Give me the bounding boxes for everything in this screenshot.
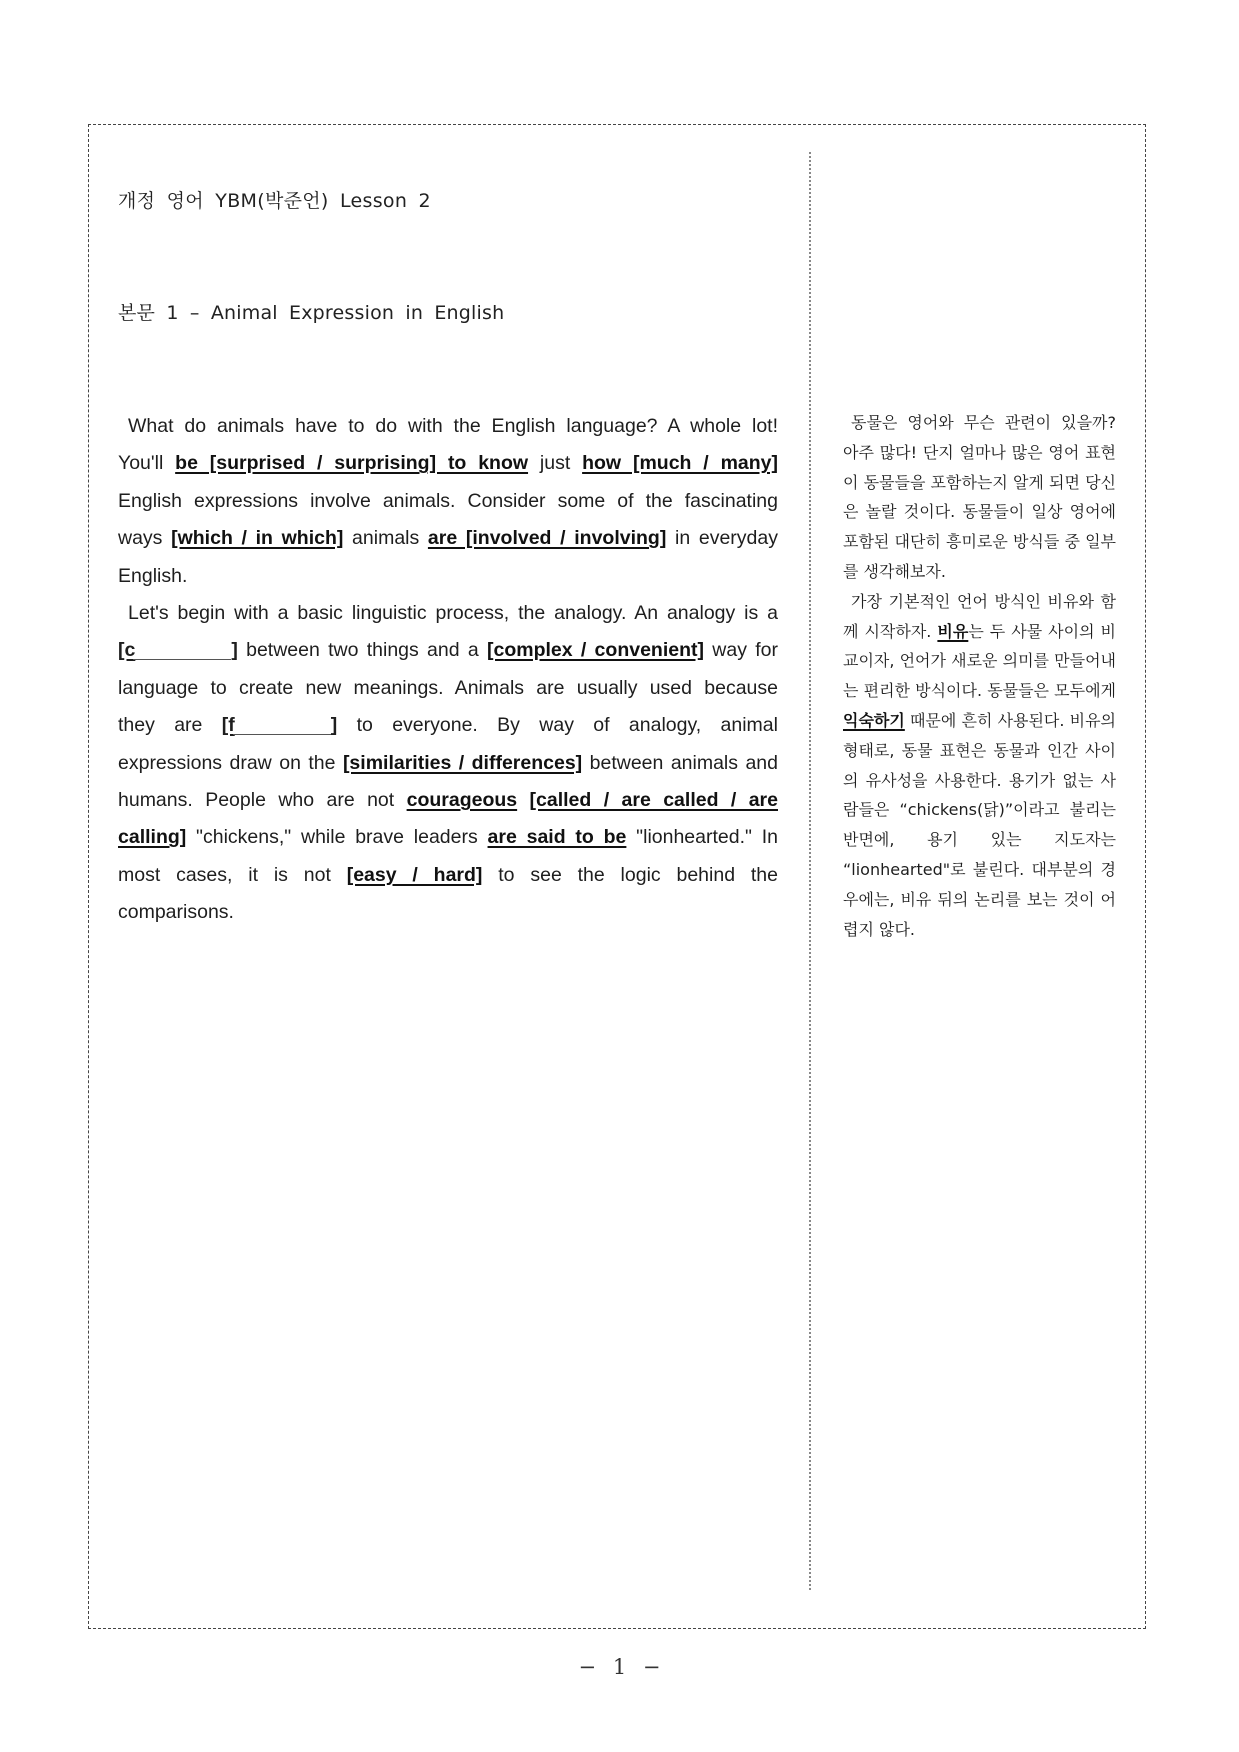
choice-question: [complex / convenient] [486,639,704,662]
blank-line [133,658,231,660]
choice-question: are [involved / involving] [427,527,667,550]
english-paragraph-1 [118,408,778,595]
text-run: just [528,452,583,475]
text-run: way for language to create new meanings. Animals are usually used because they are [118,639,778,737]
underlined-word: courageous [406,789,518,812]
text-run: English expressions involve animals. Consider some of the fascinating ways [118,489,778,550]
blank-letter: [c [118,639,136,662]
choice-question: [called / are called / are calling] [118,789,778,849]
text-run: 는 두 사물 사이의 비교이자, 언어가 새로운 의미를 만들어내는 편리한 방식이다. 동물들은 모두에게 [843,621,1116,701]
document-title: 개정 영어 YBM(박준언) Lesson 2 [118,190,431,212]
section-title: 본문 1 – Animal Expression in English [118,302,505,324]
text-run: to everyone. By way of analogy, animal expressions draw on the [118,714,778,774]
choice-question: be [surprised / surprising] to know [175,452,529,475]
text-run: to see the logic behind the comparisons. [118,863,778,924]
blank-line [233,733,331,735]
text-run: 때문에 흔히 사용된다. 비유의 형태로, 동물 표현은 동물과 인간 사이의 유사성을 사용한다. 용기가 없는 사람들은 “chickens(닭)”이라고 불리는 반면에, 용기 있는 지도자는 “lionhearted"로 불린다. 대부분의 경우에는, 비유 뒤의 논리를 보는 것이 어렵지 않다. [843,710,1116,939]
english-paragraph-2 [118,595,778,932]
text-run: between animals and humans. People who are not [118,751,778,812]
answer-keyword: 비유 [937,621,969,641]
blank-close: ] [330,714,338,737]
text-run: 가장 기본적인 언어 방식인 비유와 함께 시작하자. [843,591,1116,641]
text-run: Let's begin with a basic linguistic process, the analogy. An analogy is a [128,602,778,625]
korean-paragraph-2 [843,587,1116,945]
text-run: between two things and a [237,639,487,662]
choice-question: [easy / hard] [346,863,483,886]
blank-letter: [f [221,714,235,737]
text-run: "lionhearted." In most cases, it is not [118,826,778,886]
korean-translation [843,408,1116,944]
underlined-phrase: are said to be [487,826,627,849]
text-run: animals [343,527,428,550]
korean-paragraph-1: 동물은 영어와 무슨 관련이 있을까? 아주 많다! 단지 얼마나 많은 영어 표현이 동물들을 포함하는지 알게 되면 당신은 놀랄 것이다. 동물들이 일상 영어에 포함된 대단히 흥미로운 방식들 중 일부를 생각해보자. [843,413,1116,581]
choice-question: how [much / many] [582,452,779,475]
column-divider [809,152,811,1590]
choice-question: [which / in which] [171,527,344,550]
answer-keyword: 익숙하기 [843,710,905,730]
page-number: − 1 − [578,1655,661,1679]
text-run: "chickens," while brave leaders [186,826,488,849]
fill-in-blank-c [118,639,238,661]
english-passage [118,408,778,932]
blank-close: ] [231,639,238,662]
text-run [517,789,529,811]
choice-question: [similarities / differences] [342,751,583,774]
text-run: in everyday English. [118,527,778,587]
text-run: What do animals have to do with the English language? A whole lot! You'll [118,415,778,475]
fill-in-blank-f [222,714,338,736]
